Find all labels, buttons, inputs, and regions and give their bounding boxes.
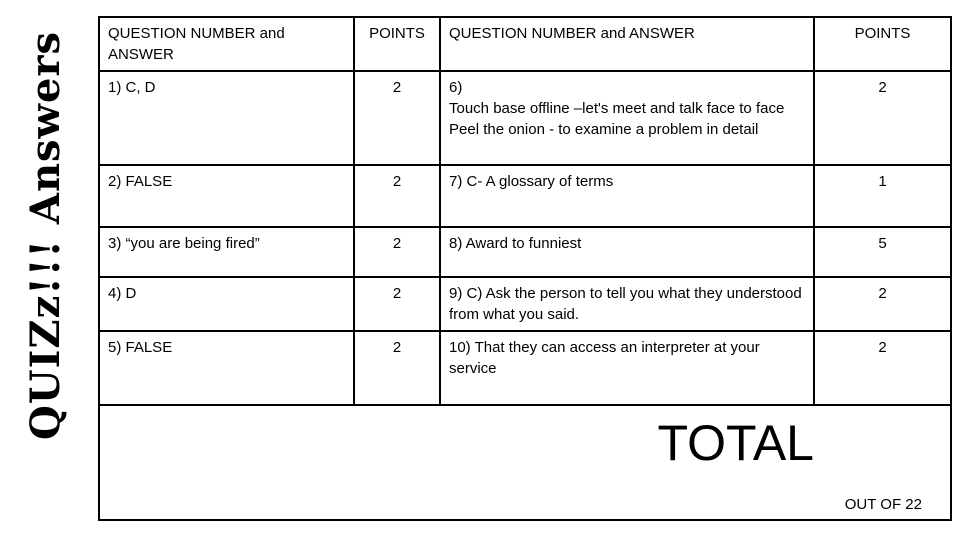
answers-table <box>98 16 952 521</box>
points-cell: 2 <box>814 71 951 165</box>
points-cell: 2 <box>814 331 951 405</box>
answer-cell: 9) C) Ask the person to tell you what they understood from what you said. <box>440 277 814 331</box>
total-cell <box>99 405 951 520</box>
points-cell: 5 <box>814 227 951 277</box>
table-row <box>99 227 951 277</box>
table-row <box>99 277 951 331</box>
answer-cell: 3) “you are being fired” <box>99 227 354 277</box>
points-cell: 2 <box>354 331 440 405</box>
answer-cell: 8) Award to funniest <box>440 227 814 277</box>
answer-cell: 6) Touch base offline –let's meet and talk face to face Peel the onion - to examine a problem in detail <box>440 71 814 165</box>
side-title-text: QUIZz!!! Answers <box>22 30 70 440</box>
header-question-answer-left: QUESTION NUMBER and ANSWER <box>99 17 354 71</box>
total-row <box>99 405 951 520</box>
out-of-label: OUT OF 22 <box>844 496 922 513</box>
answer-cell: 10) That they can access an interpreter at your service <box>440 331 814 405</box>
total-label: TOTAL <box>657 415 814 471</box>
table-row <box>99 165 951 227</box>
quiz-side-title <box>14 0 78 470</box>
points-cell: 2 <box>354 227 440 277</box>
answer-cell: 2) FALSE <box>99 165 354 227</box>
points-cell: 2 <box>354 277 440 331</box>
answer-cell: 1) C, D <box>99 71 354 165</box>
points-cell: 2 <box>354 165 440 227</box>
points-cell: 2 <box>814 277 951 331</box>
points-cell: 2 <box>354 71 440 165</box>
table-row <box>99 331 951 405</box>
points-cell: 1 <box>814 165 951 227</box>
answer-cell: 7) C- A glossary of terms <box>440 165 814 227</box>
answer-cell: 5) FALSE <box>99 331 354 405</box>
header-points-left: POINTS <box>354 17 440 71</box>
header-question-answer-right: QUESTION NUMBER and ANSWER <box>440 17 814 71</box>
table-header-row <box>99 17 951 71</box>
answer-cell: 4) D <box>99 277 354 331</box>
table-row <box>99 71 951 165</box>
header-points-right: POINTS <box>814 17 951 71</box>
